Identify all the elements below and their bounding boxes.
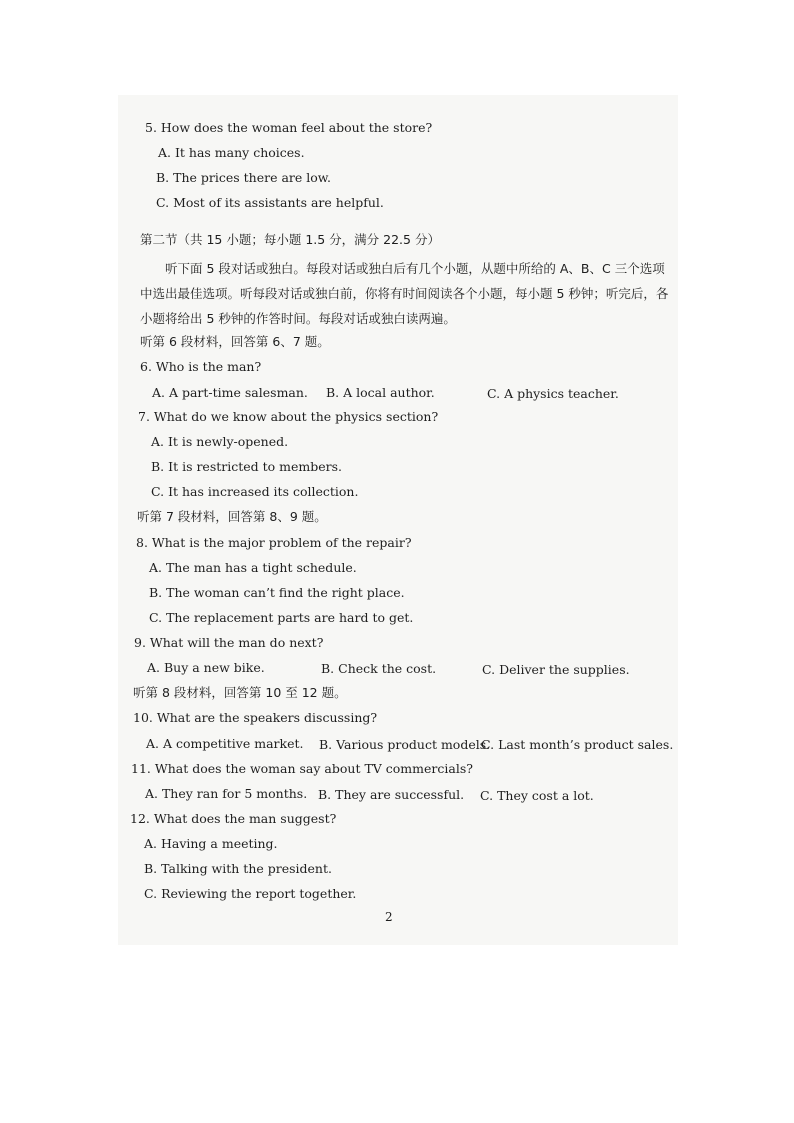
question-7-stem: 7. What do we know about the physics section? — [138, 409, 439, 424]
material-6-heading: 听第 6 段材料，回答第 6、7 题。 — [140, 334, 330, 349]
question-9-option-b: B. Check the cost. — [321, 661, 437, 676]
material-8-heading: 听第 8 段材料，回答第 10 至 12 题。 — [133, 685, 347, 700]
question-10-option-c: C. Last month’s product sales. — [481, 737, 674, 752]
material-7-heading: 听第 7 段材料，回答第 8、9 题。 — [137, 509, 327, 524]
question-10-option-a: A. A competitive market. — [146, 736, 304, 751]
question-10-option-b: B. Various product models. — [319, 737, 491, 752]
question-8-stem: 8. What is the major problem of the repair? — [136, 535, 412, 550]
question-11-option-b: B. They are successful. — [318, 787, 465, 802]
question-10-stem: 10. What are the speakers discussing? — [133, 710, 378, 725]
question-5-option-c: C. Most of its assistants are helpful. — [156, 195, 384, 210]
question-7-option-a: A. It is newly-opened. — [151, 434, 289, 449]
section-2-heading: 第二节（共 15 小题；每小题 1.5 分，满分 22.5 分） — [140, 232, 440, 247]
question-8-option-c: C. The replacement parts are hard to get. — [149, 610, 414, 625]
question-12-option-a: A. Having a meeting. — [144, 836, 278, 851]
question-5-option-a: A. It has many choices. — [158, 145, 305, 160]
question-5-option-b: B. The prices there are low. — [156, 170, 331, 185]
question-11-stem: 11. What does the woman say about TV commercials? — [131, 761, 473, 776]
question-11-option-a: A. They ran for 5 months. — [145, 786, 308, 801]
question-12-option-b: B. Talking with the president. — [144, 861, 332, 876]
question-9-stem: 9. What will the man do next? — [134, 635, 324, 650]
question-6-option-a: A. A part-time salesman. — [152, 385, 308, 400]
question-6-stem: 6. Who is the man? — [140, 359, 262, 374]
question-8-option-b: B. The woman can’t find the right place. — [149, 585, 405, 600]
question-5-stem: 5. How does the woman feel about the store? — [145, 120, 433, 135]
question-12-stem: 12. What does the man suggest? — [130, 811, 337, 826]
question-9-option-a: A. Buy a new bike. — [147, 660, 265, 675]
question-8-option-a: A. The man has a tight schedule. — [149, 560, 357, 575]
page-number: 2 — [385, 910, 393, 924]
section-2-instructions: 听下面 5 段对话或独白。每段对话或独白后有几个小题，从题中所给的 A、B、C 三个选项中选出最佳选项。听每段对话或独白前，你将有时间阅读各个小题，每小题 5 秒钟；听完后，各小题将给出 5 秒钟的作答时间。每段对话或独白读两遍。 — [140, 261, 669, 326]
question-9-option-c: C. Deliver the supplies. — [482, 662, 630, 677]
question-12-option-c: C. Reviewing the report together. — [144, 886, 357, 901]
question-6-option-b: B. A local author. — [326, 385, 435, 400]
question-7-option-b: B. It is restricted to members. — [151, 459, 343, 474]
question-11-option-c: C. They cost a lot. — [480, 788, 594, 803]
question-7-option-c: C. It has increased its collection. — [151, 484, 359, 499]
question-6-option-c: C. A physics teacher. — [487, 386, 619, 401]
